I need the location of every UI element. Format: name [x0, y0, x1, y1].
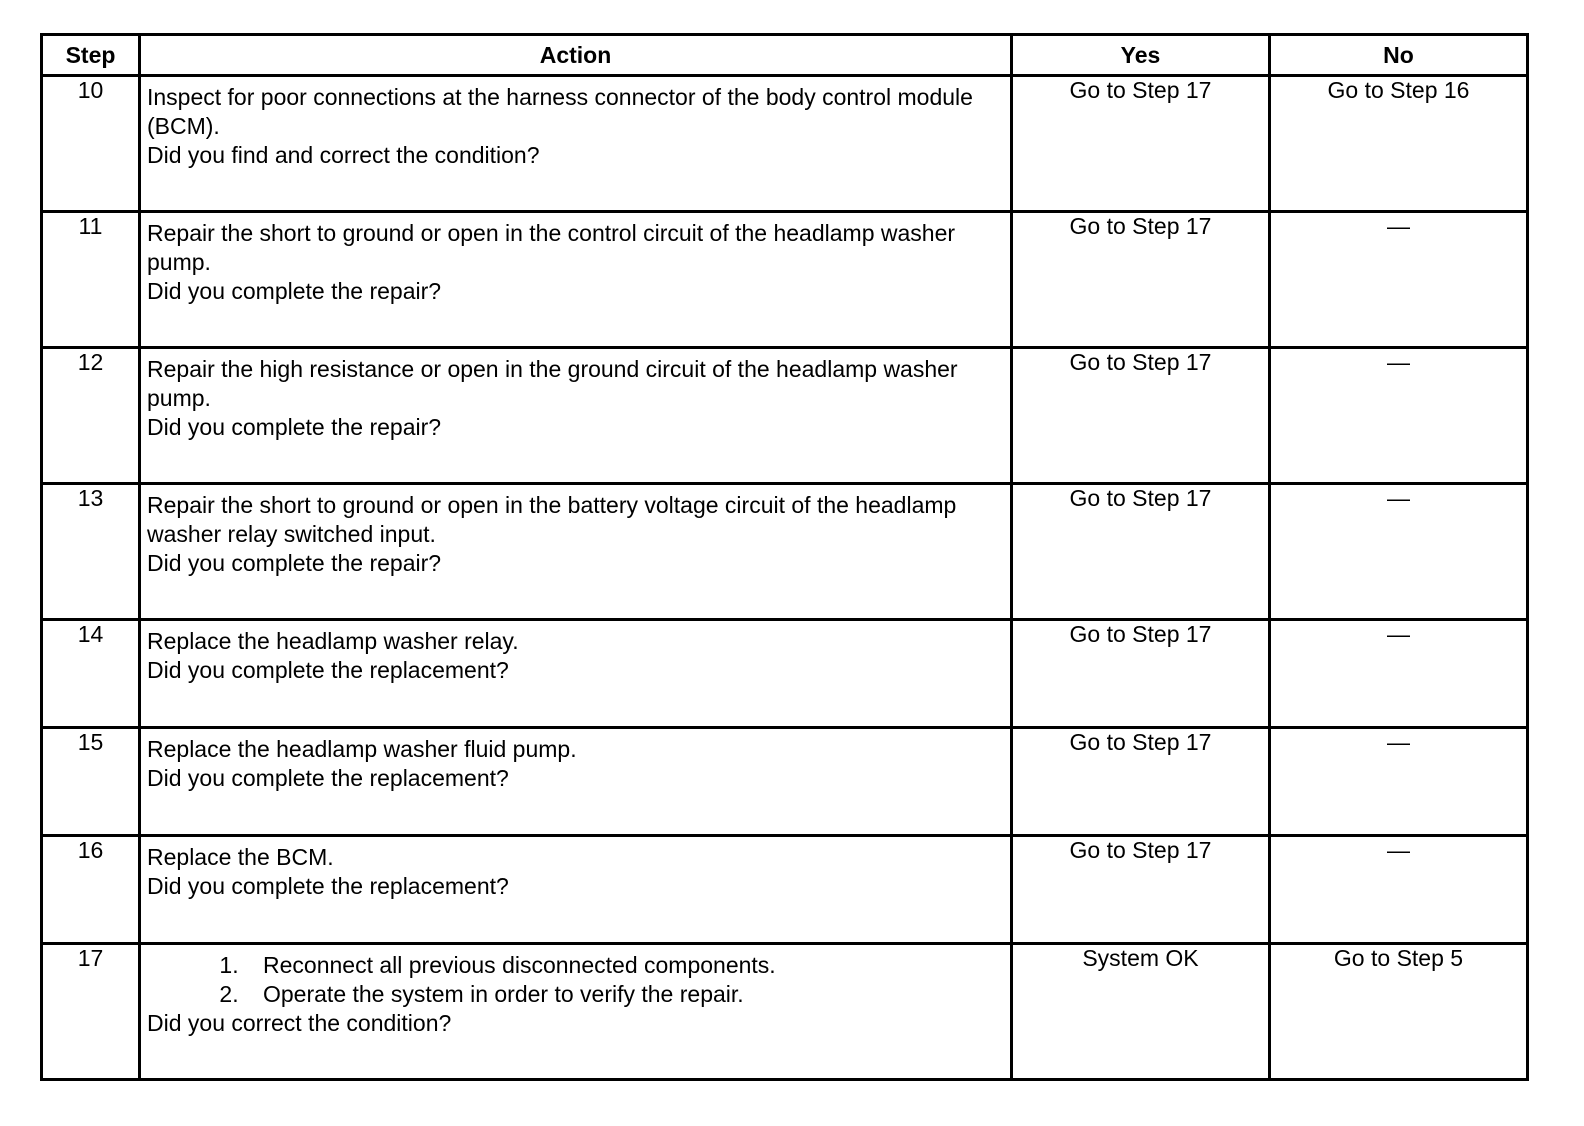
action-cell: [140, 76, 1012, 212]
step-number: 15: [42, 728, 140, 836]
action-text: Inspect for poor connections at the harness connector of the body control module (BCM).: [147, 84, 973, 139]
action-question: Did you complete the repair?: [147, 414, 442, 440]
step-number: 13: [42, 484, 140, 620]
action-text: Repair the short to ground or open in the battery voltage circuit of the headlamp washer relay switched input.: [147, 492, 957, 547]
yes-result: Go to Step 17: [1069, 729, 1212, 755]
table-row: [42, 348, 1528, 484]
yes-result: Go to Step 17: [1069, 621, 1212, 647]
action-question: Did you complete the replacement?: [147, 657, 509, 683]
yes-cell: [1012, 484, 1270, 620]
action-question: Did you complete the repair?: [147, 278, 442, 304]
step-number: 10: [42, 76, 140, 212]
no-cell: [1270, 728, 1528, 836]
yes-cell: [1012, 348, 1270, 484]
list-item: 1. Reconnect all previous disconnected components.: [245, 951, 1004, 980]
no-result: —: [1387, 729, 1410, 755]
numbered-list: [147, 951, 1004, 1009]
header-yes: Yes: [1012, 35, 1270, 76]
header-row: [42, 35, 1528, 76]
yes-cell: [1012, 944, 1270, 1080]
step-number: 14: [42, 620, 140, 728]
action-cell: [140, 728, 1012, 836]
no-cell: [1270, 76, 1528, 212]
table-row: [42, 728, 1528, 836]
no-result: —: [1387, 349, 1410, 375]
step-number: 16: [42, 836, 140, 944]
yes-result: Go to Step 17: [1069, 837, 1212, 863]
yes-result: Go to Step 17: [1069, 349, 1212, 375]
header-no: No: [1270, 35, 1528, 76]
step-number: 11: [42, 212, 140, 348]
action-question: Did you find and correct the condition?: [147, 142, 540, 168]
action-cell: [140, 212, 1012, 348]
action-question: Did you complete the replacement?: [147, 873, 509, 899]
table-row: [42, 944, 1528, 1080]
action-text: Repair the high resistance or open in the ground circuit of the headlamp washer pump.: [147, 356, 958, 411]
table-row: [42, 76, 1528, 212]
action-question: Did you complete the replacement?: [147, 765, 509, 791]
action-text: Replace the headlamp washer fluid pump.: [147, 736, 577, 762]
yes-result: System OK: [1082, 945, 1199, 971]
no-result: —: [1387, 213, 1410, 239]
action-text: Repair the short to ground or open in the control circuit of the headlamp washer pump.: [147, 220, 956, 275]
step-number: 17: [42, 944, 140, 1080]
no-result: —: [1387, 837, 1410, 863]
yes-cell: [1012, 76, 1270, 212]
action-cell: [140, 944, 1012, 1080]
yes-result: Go to Step 17: [1069, 213, 1212, 239]
yes-result: Go to Step 17: [1069, 485, 1212, 511]
header-action: Action: [140, 35, 1012, 76]
diagnostic-table: [40, 33, 1529, 1081]
action-question: Did you correct the condition?: [147, 1010, 452, 1036]
yes-result: Go to Step 17: [1069, 77, 1212, 103]
action-text: Replace the BCM.: [147, 844, 334, 870]
no-cell: [1270, 836, 1528, 944]
no-cell: [1270, 212, 1528, 348]
header-step: Step: [42, 35, 140, 76]
action-question: Did you complete the repair?: [147, 550, 442, 576]
no-cell: [1270, 484, 1528, 620]
yes-cell: [1012, 212, 1270, 348]
table-row: [42, 212, 1528, 348]
action-cell: [140, 484, 1012, 620]
no-result: —: [1387, 621, 1410, 647]
yes-cell: [1012, 836, 1270, 944]
list-item: 2. Operate the system in order to verify the repair.: [245, 980, 1004, 1009]
no-cell: [1270, 348, 1528, 484]
step-number: 12: [42, 348, 140, 484]
action-text: Replace the headlamp washer relay.: [147, 628, 519, 654]
yes-cell: [1012, 728, 1270, 836]
table-row: [42, 836, 1528, 944]
table-row: [42, 484, 1528, 620]
no-result: —: [1387, 485, 1410, 511]
no-result: Go to Step 16: [1327, 77, 1470, 103]
table-row: [42, 620, 1528, 728]
action-cell: [140, 836, 1012, 944]
action-cell: [140, 620, 1012, 728]
action-cell: [140, 348, 1012, 484]
no-cell: [1270, 944, 1528, 1080]
yes-cell: [1012, 620, 1270, 728]
no-result: Go to Step 5: [1333, 945, 1464, 971]
no-cell: [1270, 620, 1528, 728]
